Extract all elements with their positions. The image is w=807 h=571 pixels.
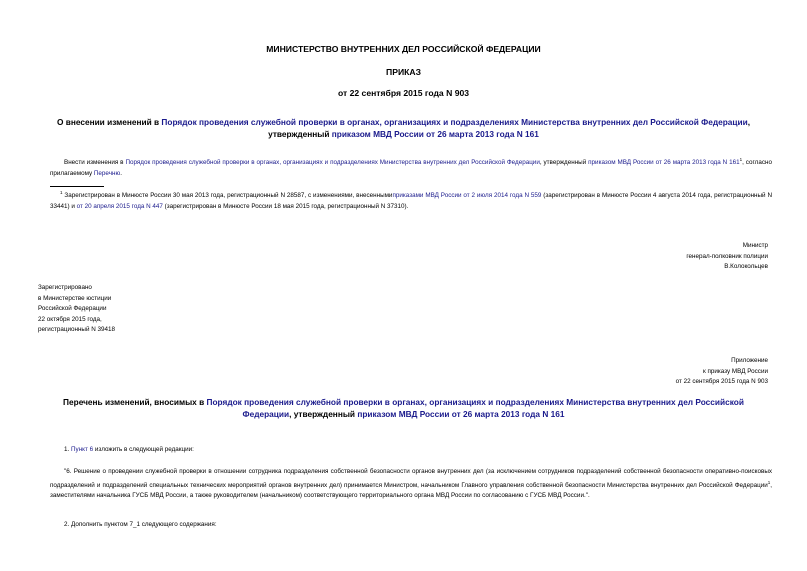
appendix-line-2: к приказу МВД России [702,367,768,375]
title-link-procedure[interactable]: Порядок проведения служебной проверки в органах, организациях и подразделениях Министерства внутренних дел Российской Федерации [161,117,748,127]
list-title-mid: , утвержденный [289,408,358,419]
quoted-point-6 [50,467,772,502]
quote-text: "6. Решение о проведении служебной проверки в отношении сотрудника подразделения собственной безопасности органов внутренних дел (за исключением сотрудников подразделений собственной безопасности оперативно-поисковых подразделений и подразделений специальных технических мероприятий органов внутренних дел) принимается Министром, начальником Главного управления собственной безопасности Министерства внутренних дел Российской Федерации [50,468,772,489]
registration-line-5: регистрационный N 39418 [38,326,116,333]
item-1-num: 1. [64,446,72,453]
doc-type-heading: ПРИКАЗ [386,67,421,77]
quote-text2: , заместителями начальника ГУСБ МВД России, а также руководителем (начальником) соответствующего территориального органа МВД России по согласованию с ГУСБ МВД России.". [50,481,772,500]
quote-footnote-mark: 1 [767,479,771,485]
list-title-link-procedure[interactable]: Порядок проведения служебной проверки в органах, организациях и подразделениях Министерства внутренних дел Российской Федерации [206,397,744,419]
footnote-text1: Зарегистрирован в Минюсте России 30 мая 2013 года, регистрационный N 28587, с изменениями, внесенными [62,192,393,200]
intro-link-list[interactable]: Перечню [93,169,121,177]
footnote-link-order-559[interactable]: приказами МВД России от 2 июля 2014 года N 559 [392,192,542,200]
registration-line-4: 22 октября 2015 года, [38,315,102,323]
signature-rank: генерал-полковник полиции [686,252,768,260]
document-title [40,117,767,140]
appendix-block [500,356,768,388]
intro-link-order-161[interactable]: приказом МВД России от 26 марта 2013 года N 161 [588,159,740,167]
footnote-link-order-447[interactable]: от 20 апреля 2015 года N 447 [76,202,163,210]
footnote-divider [50,186,104,187]
appendix-line-1: Приложение [731,357,768,364]
footnote [50,188,772,212]
registration-line-1: Зарегистрировано [38,284,92,291]
signature-name: В.Колокольцев [724,263,768,270]
intro-end1: , согласно прилагаемому [50,159,772,177]
list-title [40,397,767,420]
intro-prefix: Внести изменения в [64,159,126,167]
footnote-text2: (зарегистрирован в Минюсте России 4 августа 2014 года, регистрационный N 33441) и [50,192,772,210]
registration-line-3: Российской Федерации [38,305,107,312]
signature-position: Министр [742,242,768,249]
registration-block [38,283,338,336]
item-1-text: изложить в следующей редакции: [93,446,194,453]
footnote-mark: 1 [60,190,63,195]
appendix-line-3: от 22 сентября 2015 года N 903 [675,378,768,385]
footnote-text3: (зарегистрирован в Минюсте России 18 мая 2015 года, регистрационный N 37310). [162,202,409,210]
title-prefix: О внесении изменений в [56,117,162,127]
item-2: 2. Дополнить пунктом 7_1 следующего содержания: [64,521,217,528]
registration-line-2: в Министерстве юстиции [38,294,112,302]
item-1 [64,445,764,456]
title-link-order-161[interactable]: приказом МВД России от 26 марта 2013 года N 161 [331,128,539,139]
item-1-link-point-6[interactable]: Пункт 6 [71,446,94,453]
list-title-link-order-161[interactable]: приказом МВД России от 26 марта 2013 года N 161 [357,408,565,419]
title-mid: , утвержденный [268,117,751,139]
intro-footnote-mark: 1 [739,157,743,162]
list-title-prefix: Перечень изменений, вносимых в [63,397,207,407]
intro-mid: , утвержденный [539,159,589,167]
intro-end2: . [120,169,122,177]
doc-date-number: от 22 сентября 2015 года N 903 [337,88,470,98]
ministry-heading: МИНИСТЕРСТВО ВНУТРЕННИХ ДЕЛ РОССИЙСКОЙ ФЕДЕРАЦИИ [266,44,541,54]
intro-link-procedure[interactable]: Порядок проведения служебной проверки в органах, организациях и подразделениях Министерства внутренних дел Российской Федерации [125,159,540,167]
intro-paragraph [50,155,772,179]
signature-block [500,241,768,273]
